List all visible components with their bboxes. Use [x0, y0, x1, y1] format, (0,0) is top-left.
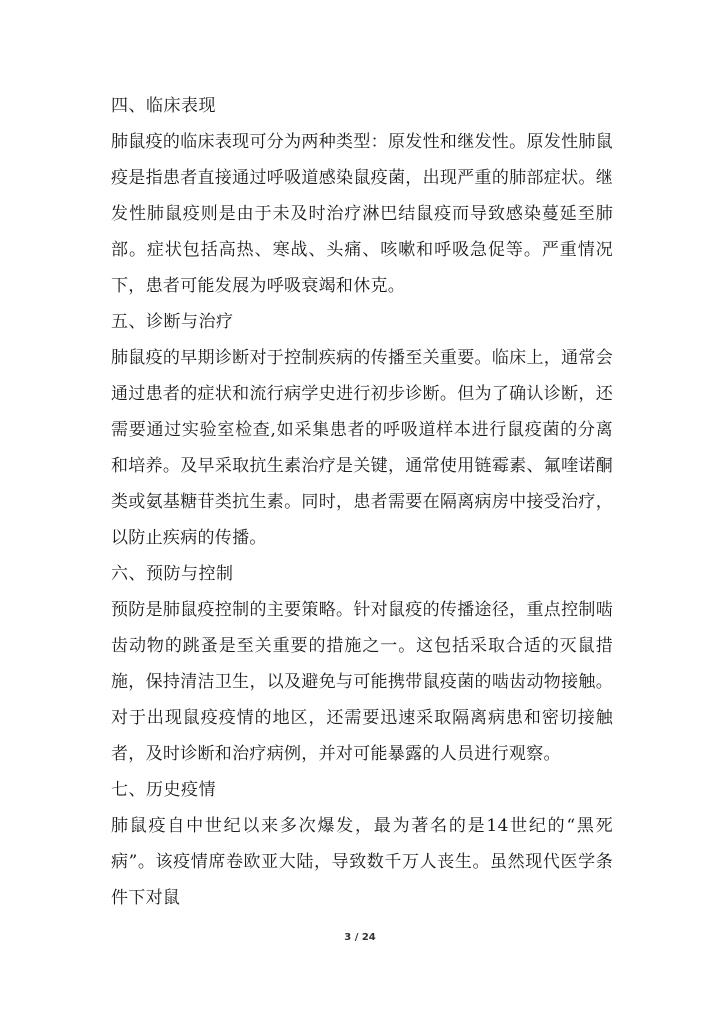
section-body-diagnosis: 肺鼠疫的早期诊断对于控制疾病的传播至关重要。临床上，通常会通过患者的症状和流行病学史进行初步诊断。但为了确认诊断，还需要通过实验室检查,如采集患者的呼吸道样本进行鼠疫菌的分离和培养。及早采取抗生素治疗是关键，通常使用链霉素、氟喹诺酮类或氨基糖苷类抗生素。同时，患者需要在隔离病房中接受治疗，以防止疾病的传播。 [111, 348, 613, 548]
section-heading-diagnosis: 五、诊断与治疗 [111, 312, 234, 332]
page-number: 3 / 24 [344, 932, 376, 943]
section-heading-clinical: 四、临床表现 [111, 96, 216, 116]
section-heading-history: 七、历史疫情 [111, 780, 216, 800]
section-body-clinical: 肺鼠疫的临床表现可分为两种类型：原发性和继发性。原发性肺鼠疫是指患者直接通过呼吸道感染鼠疫菌，出现严重的肺部症状。继发性肺鼠疫则是由于未及时治疗淋巴结鼠疫而导致感染蔓延至肺部。症状包括高热、寒战、头痛、咳嗽和呼吸急促等。严重情况下，患者可能发展为呼吸衰竭和休克。 [111, 132, 613, 296]
section-heading-prevention: 六、预防与控制 [111, 564, 234, 584]
page-content [111, 88, 613, 916]
section-body-history: 肺鼠疫自中世纪以来多次爆发，最为著名的是14世纪的“黑死病”。该疫情席卷欧亚大陆，导致数千万人丧生。虽然现代医学条件下对鼠 [111, 816, 613, 908]
section-body-prevention: 预防是肺鼠疫控制的主要策略。针对鼠疫的传播途径，重点控制啮齿动物的跳蚤是至关重要的措施之一。这包括采取合适的灭鼠措施，保持清洁卫生，以及避免与可能携带鼠疫菌的啮齿动物接触。对于出现鼠疫疫情的地区，还需要迅速采取隔离病患和密切接触者，及时诊断和治疗病例，并对可能暴露的人员进行观察。 [111, 600, 613, 764]
